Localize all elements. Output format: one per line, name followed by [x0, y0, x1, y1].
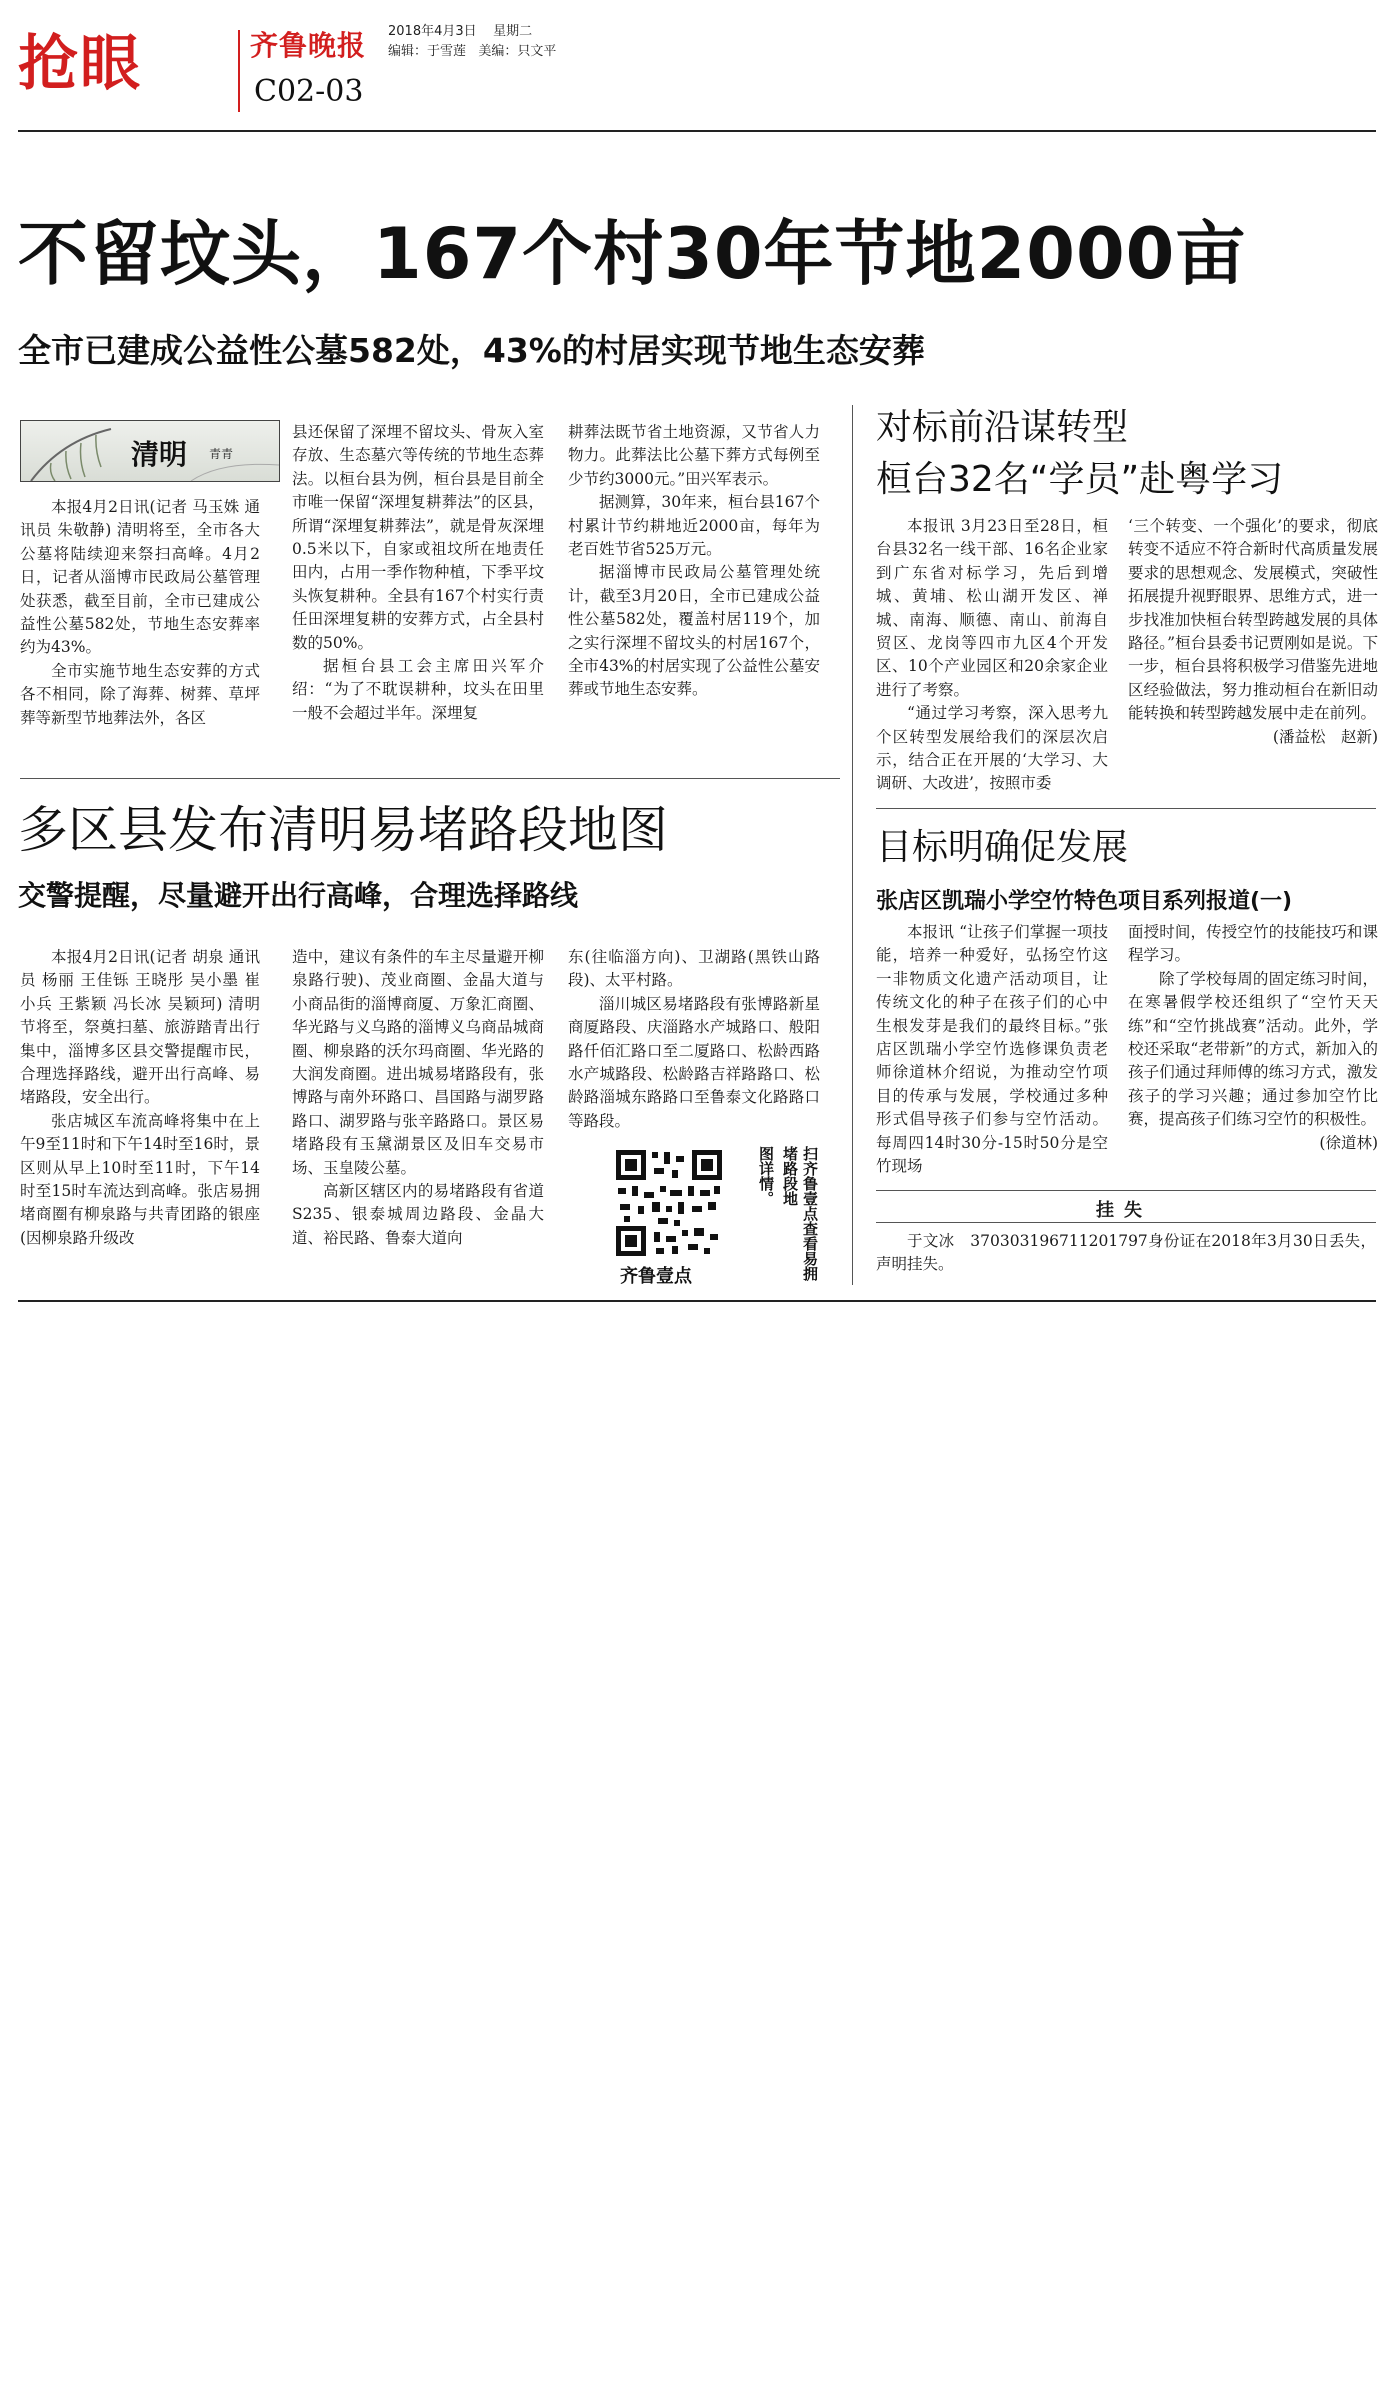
story2-col1-p1: 本报讯 3月23日至28日，桓台县32名一线干部、16名企业家到广东省对标学习，先后到增城、黄埔、松山湖开发区、禅城、南海、顺德、南山、前海自贸区、龙岗等四市九区4个开发区、10个产业园区和20余家企业进行了考察。: [876, 517, 1108, 699]
qr-code[interactable]: [614, 1148, 724, 1258]
qr-caption-b: 图详情。: [757, 1146, 775, 1206]
story1-col3-p2: 据测算，30年来，桓台县167个村累计节约耕地近2000亩，每年为老百姓节省525万元。: [568, 493, 820, 559]
story2-col2-p1: ‘三个转变、一个强化’的要求，彻底转变不适应不符合新时代高质量发展要求的思想观念、发展模式，突破性拓展提升视野眼界、思维方式，进一步找准加快桓台转型跨越发展的具体路径。”桓台县委书记贾刚如是说。下一步，桓台县将积极学习借鉴先进地区经验做法，努力推动桓台在新旧动能转换和转型跨越发展中走在前列。: [1128, 517, 1378, 723]
story3-col1: [20, 946, 260, 1276]
issue-weekday: 星期二: [493, 24, 533, 39]
editor-credit: 编辑：于雪莲: [388, 44, 467, 59]
story3-col1-p2: 张店城区车流高峰将集中在上午9至11时和下午14时至16时，景区则从早上10时至11时，下午14时至15时车流达到高峰。张店易拥堵商圈有柳泉路与共青团路的银座(因柳泉路升级改: [20, 1111, 260, 1247]
story4-subhead: 张店区凯瑞小学空竹特色项目系列报道(一): [876, 889, 1293, 914]
story2-bottom-rule: [876, 808, 1376, 809]
qingming-tag-seal: 青青: [209, 447, 234, 461]
story2-col1-p2: “通过学习考察，深入思考九个区转型发展给我们的深层次启示，结合正在开展的‘大学习、大调研、大改进’，按照市委: [876, 704, 1108, 793]
story3-col3: [568, 946, 820, 1146]
story3-col2-p2: 高新区辖区内的易堵路段有省道S235、银泰城周边路段、金晶大道、裕民路、鲁泰大道向: [292, 1182, 544, 1247]
story4-col2-p1: 面授时间，传授空竹的技能技巧和课程学习。: [1128, 923, 1378, 965]
story1-col1-p1: 本报4月2日讯(记者 马玉姝 通讯员 朱敬静) 清明将至，全市各大公墓将陆续迎来祭扫高峰。4月2日，记者从淄博市民政局公墓管理处获悉，截至目前，全市已建成公益性公墓582处，节地生态安葬率约为43%。: [20, 498, 260, 657]
story3-col2-p1: 造中，建议有条件的车主尽量避开柳泉路行驶)、茂业商圈、金晶大道与小商品街的淄博商厦、万象汇商圈、华光路与义乌路的淄博义乌商品城商圈、柳泉路的沃尔玛商圈、华光路的大润发商圈。进出城易堵路段有，张博路与南外环路口、昌国路与湖罗路路口、湖罗路与张辛路路口。景区易堵路段有玉黛湖景区及旧车交易市场、玉皇陵公墓。: [292, 948, 544, 1177]
story2-headline-line1: 对标前沿谋转型: [876, 407, 1129, 448]
story1-col2-p1: 县还保留了深埋不留坟头、骨灰入室存放、生态墓穴等传统的节地生态葬法。以桓台县为例，桓台县是目前全市唯一保留“深埋复耕葬法”的区县，所谓“深埋复耕葬法”，就是骨灰深埋0.5米以下，自家或祖坟所在地责任田内，占用一季作物种植，下季平坟头恢复耕种。全县有167个村实行责任田深埋复耕的安葬方式，占全县村数的50%。: [292, 423, 544, 652]
story1-subhead: 全市已建成公益性公墓582处，43%的村居实现节地生态安葬: [18, 331, 925, 370]
story1-col1-p2: 全市实施节地生态安葬的方式各不相同，除了海葬、树葬、草坪葬等新型节地葬法外，各区: [20, 661, 260, 727]
issue-date: 2018年4月3日: [388, 24, 477, 39]
notice-title-rule: [876, 1222, 1376, 1223]
section-title: 抢眼: [18, 29, 142, 99]
qr-caption-a: 扫齐鲁壹点查看易拥堵路段地: [781, 1146, 819, 1281]
story2-col1: [876, 515, 1108, 797]
page-code: C02-03: [254, 74, 364, 109]
story2-col2: [1128, 515, 1378, 799]
story1-col1: [20, 496, 260, 796]
qr-code-icon: [614, 1148, 724, 1258]
notice-title: 挂失: [1096, 1200, 1152, 1221]
story4-col2-p2: 除了学校每周的固定练习时间，在寒暑假学校还组织了“空竹天天练”和“空竹挑战赛”活动。此外，学校还采取“老带新”的方式，新加入的孩子们通过拜师傅的练习方式，激发孩子的学习兴趣；通过参加空竹比赛，提高孩子们练习空竹的积极性。: [1128, 969, 1378, 1129]
story4-credit: (徐道林): [1319, 1133, 1378, 1152]
story1-col2: [292, 421, 544, 761]
story3-col2: [292, 946, 544, 1276]
notice-body: [876, 1230, 1376, 1280]
story2-headline-line2: 桓台32名“学员”赴粤学习: [876, 459, 1284, 500]
newspaper-logo: 齐鲁晚报: [250, 29, 367, 62]
notice-top-rule: [876, 1190, 1376, 1191]
story1-col3-p1: 耕葬法既节省土地资源，又节省人力物力。此葬法比公墓下葬方式每例至少节约3000元。”田兴军表示。: [568, 423, 820, 488]
masthead-divider: [238, 30, 240, 112]
story3-col1-p1: 本报4月2日讯(记者 胡泉 通讯员 杨丽 王佳铄 王晓彤 吴小墨 崔小兵 王紫颖 冯长冰 吴颖珂) 清明节将至，祭奠扫墓、旅游踏青出行集中，淄博多区县交警提醒市民，合理选择路线，避开出行高峰、易堵路段，安全出行。: [20, 948, 260, 1107]
designer-credit: 美编：只文平: [478, 44, 557, 59]
page-bottom-rule: [18, 1300, 1376, 1302]
story1-bottom-rule: [20, 778, 840, 779]
story2-credit: (潘益松 赵新): [1272, 727, 1378, 746]
story3-subhead: 交警提醒，尽量避开出行高峰，合理选择路线: [18, 879, 579, 912]
story4-col2: [1128, 921, 1378, 1185]
story3-col3-p2: 淄川城区易堵路段有张博路新星商厦路段、庆淄路水产城路口、般阳路仟佰汇路口至二厦路口、松龄西路水产城路段、松龄路吉祥路路口、松龄路淄城东路路口至鲁泰文化路路口等路段。: [568, 994, 820, 1130]
column-separator: [852, 405, 853, 1285]
story1-col3-p3: 据淄博市民政局公墓管理处统计，截至3月20日，全市已建成公益性公墓582处，覆盖村居119个，加之实行深埋不留坟头的村居167个，全市43%的村居实现了公益性公墓安葬或节地生态安葬。: [568, 563, 820, 699]
qingming-tag-label: 清明: [131, 438, 188, 471]
masthead-rule: [18, 130, 1376, 132]
story3-headline: 多区县发布清明易堵路段地图: [18, 801, 668, 859]
story3-col3-p1: 东(往临淄方向)、卫湖路(黑铁山路段)、太平村路。: [568, 948, 820, 990]
story4-col1: [876, 921, 1108, 1185]
qingming-tag: [20, 420, 280, 482]
story4-headline: 目标明确促发展: [876, 827, 1129, 868]
masthead-meta: [388, 22, 648, 62]
story4-col1-p1: 本报讯 “让孩子们掌握一项技能，培养一种爱好，弘扬空竹这一非物质文化遗产活动项目，让传统文化的种子在孩子们的心中生根发芽是我们的最终目标。”张店区凯瑞小学空竹选修课负责老师徐道林介绍说，为推动空竹项目的传承与发展，学校通过多种形式倡导孩子们参与空竹活动。每周四14时30分-15时50分是空竹现场: [876, 923, 1108, 1176]
story1-col2-p2: 据桓台县工会主席田兴军介绍：“为了不耽误耕种，坟头在田里一般不会超过半年。深埋复: [292, 657, 544, 722]
qr-brand-label: 齐鲁壹点: [620, 1266, 692, 1287]
notice-text: 于文冰 370303196711201797身份证在2018年3月30日丢失，声明挂失。: [876, 1232, 1376, 1274]
story1-col3: [568, 421, 820, 761]
story1-headline: 不留坟头，167个村30年节地2000亩: [18, 213, 1247, 295]
